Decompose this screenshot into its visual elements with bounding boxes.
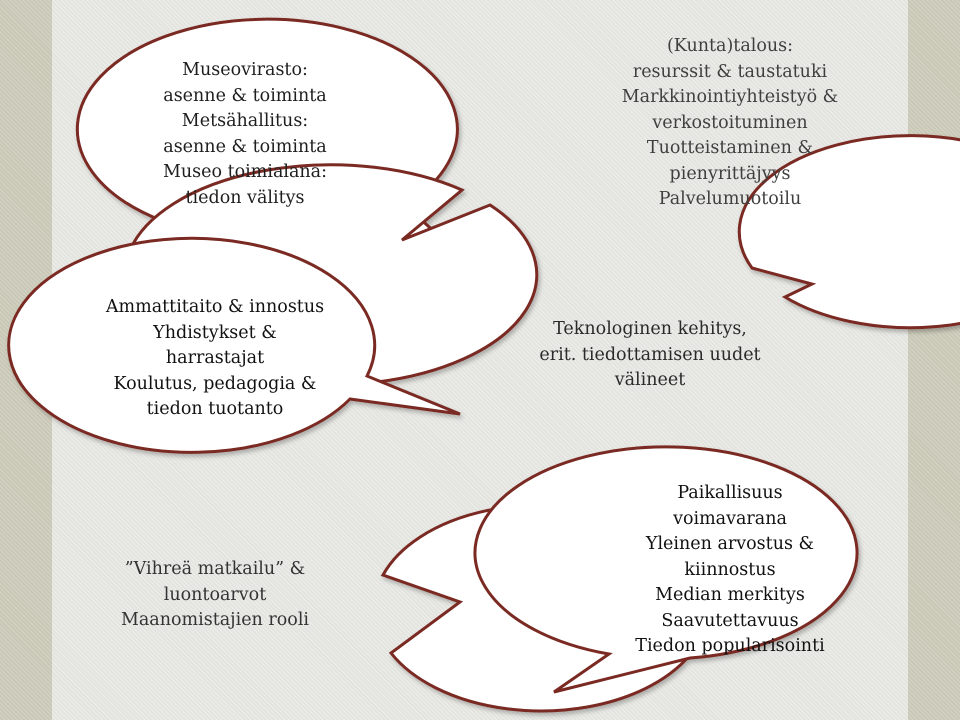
text-line: Ammattitaito & innostus xyxy=(105,297,325,317)
text-line: Paikallisuus xyxy=(677,483,783,503)
text-line: tiedon tuotanto xyxy=(146,399,284,419)
text-line: Metsähallitus: xyxy=(181,111,309,131)
text-line: Tuotteistaminen & xyxy=(646,138,814,158)
text-line: Teknologinen kehitys, xyxy=(553,319,747,339)
text-line: verkostoituminen xyxy=(652,112,808,133)
text-line: pienyrittäjyys xyxy=(669,163,791,184)
text-line: luontoarvot xyxy=(163,584,267,605)
text-line: ”Vihreä matkailu” & xyxy=(124,559,306,579)
bubble-text-paikallisuus xyxy=(590,481,870,660)
text-line: Saavutettavuus xyxy=(661,610,799,631)
text-line: Yhdistykset & xyxy=(153,322,277,343)
text-line: Markkinointiyhteistyö & xyxy=(621,87,839,107)
text-line: asenne & toiminta xyxy=(163,85,327,106)
bubble-text-ammattitaito xyxy=(55,295,375,423)
text-line: Museo toimialana: xyxy=(162,162,328,182)
text-line: Koulutus, pedagogia & xyxy=(113,373,317,394)
bubble-text-kuntatalous xyxy=(560,34,900,213)
text-line: tiedon välitys xyxy=(185,187,305,208)
text-line: resurssit & taustatuki xyxy=(632,61,828,82)
bubble-text-teknologinen xyxy=(500,317,800,394)
text-line: erit. tiedottamisen uudet xyxy=(539,344,761,365)
text-line: Tiedon popularisointi xyxy=(635,636,825,656)
text-line: välineet xyxy=(614,370,686,390)
text-line: Median merkitys xyxy=(655,585,805,605)
text-line: Palvelumuotoilu xyxy=(658,189,802,209)
text-line: asenne & toiminta xyxy=(163,136,327,157)
text-line: Yleinen arvostus & xyxy=(645,534,815,554)
text-line: (Kunta)talous: xyxy=(666,36,794,56)
text-line: Museovirasto: xyxy=(182,60,308,80)
text-line: voimavarana xyxy=(673,508,787,529)
bubble-text-museovirasto xyxy=(120,58,370,211)
text-line: harrastajat xyxy=(165,348,265,368)
text-line: Maanomistajien rooli xyxy=(120,610,310,630)
text-line: kiinnostus xyxy=(684,559,776,580)
bubble-text-vihrea-matkailu xyxy=(85,557,345,634)
